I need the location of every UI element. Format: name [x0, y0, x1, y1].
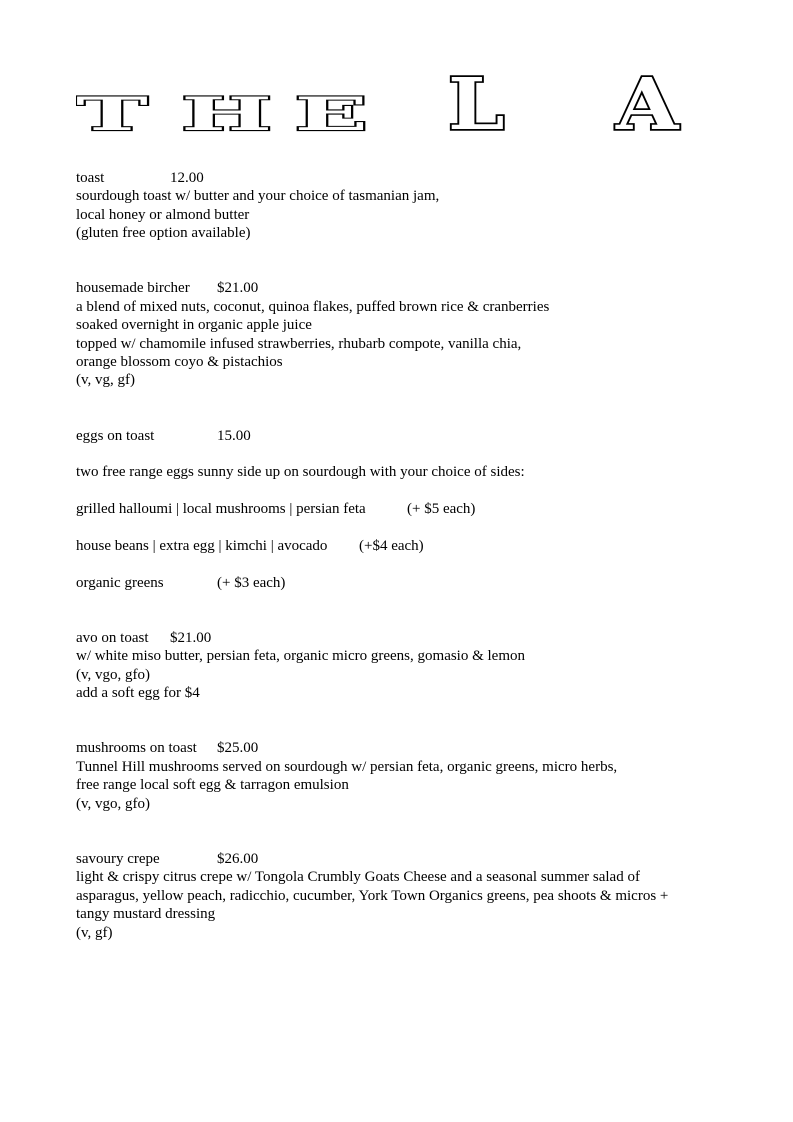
item-dietary-note: (v, vgo, gfo) [76, 666, 151, 683]
item-name: avo on toast [76, 630, 149, 647]
item-header [76, 279, 726, 297]
item-description: orange blossom coyo & pistachios [76, 354, 283, 371]
logo-wordmark [76, 70, 717, 136]
item-header [76, 850, 726, 868]
side-extra-price: (+ $5 each) [407, 501, 476, 518]
item-price: 15.00 [217, 427, 251, 444]
item-description: two free range eggs sunny side up on sourdough with your choice of sides: [76, 464, 525, 481]
spacer [76, 243, 726, 280]
logo-letter-a: A [616, 70, 679, 136]
item-header [76, 169, 726, 187]
item-dietary-note: (v, vgo, gfo) [76, 795, 151, 812]
spacer [76, 592, 726, 629]
side-options: house beans | extra egg | kimchi | avocado [76, 538, 328, 555]
spacer [76, 390, 726, 427]
menu [76, 169, 726, 942]
logo-letter-l: L [448, 70, 505, 136]
item-description: w/ white miso butter, persian feta, organic micro greens, gomasio & lemon [76, 648, 526, 665]
item-price: 12.00 [170, 170, 204, 186]
item-dietary-note: (gluten free option available) [76, 225, 251, 242]
item-description: soaked overnight in organic apple juice [76, 317, 312, 334]
item-description: free range local soft egg & tarragon emulsion [76, 777, 349, 794]
item-description: light & crispy citrus crepe w/ Tongola Crumbly Goats Cheese and a seasonal summer salad of [76, 869, 640, 886]
side-options: organic greens [76, 574, 164, 591]
item-name: toast [76, 170, 105, 186]
side-option-row [76, 500, 726, 518]
item-name: mushrooms on toast [76, 740, 197, 757]
side-options: grilled halloumi | local mushrooms | persian feta [76, 501, 366, 518]
item-description: topped w/ chamomile infused strawberries, rhubarb compote, vanilla chia, [76, 335, 522, 352]
side-extra-price: (+ $3 each) [217, 574, 286, 591]
menu-item-eggs-on-toast [76, 427, 726, 593]
item-name: savoury crepe [76, 850, 160, 867]
item-description: Tunnel Hill mushrooms served on sourdough w/ persian feta, organic greens, micro herbs, [76, 758, 618, 775]
menu-item-savoury-crepe [76, 850, 726, 942]
item-add-on: add a soft egg for $4 [76, 685, 200, 702]
item-price: $26.00 [217, 850, 259, 867]
item-price: $21.00 [217, 280, 259, 297]
item-description: sourdough toast w/ butter and your choice of tasmanian jam, [76, 188, 440, 205]
item-header [76, 427, 726, 445]
item-header [76, 629, 726, 647]
side-extra-price: (+$4 each) [359, 538, 424, 555]
item-dietary-note: (v, gf) [76, 924, 113, 941]
logo-banner [76, 70, 717, 136]
logo-letter-h: H [181, 86, 273, 136]
item-description: asparagus, yellow peach, radicchio, cucumber, York Town Organics greens, pea shoots & micros + [76, 887, 669, 904]
item-name: eggs on toast [76, 427, 155, 444]
item-price: $25.00 [217, 740, 259, 757]
item-description: tangy mustard dressing [76, 906, 216, 923]
menu-item-bircher [76, 279, 726, 389]
item-description: local honey or almond butter [76, 206, 250, 223]
item-name: housemade bircher [76, 280, 190, 297]
menu-item-toast [76, 169, 726, 243]
logo-letter-t: T [76, 86, 148, 136]
item-description: a blend of mixed nuts, coconut, quinoa flakes, puffed brown rice & cranberries [76, 298, 550, 315]
logo-letter-e: E [294, 86, 369, 136]
spacer [76, 482, 726, 500]
spacer [76, 555, 726, 573]
spacer [76, 519, 726, 537]
side-option-row [76, 574, 726, 592]
item-price: $21.00 [170, 630, 212, 647]
spacer [76, 813, 726, 850]
menu-item-mushrooms-on-toast [76, 739, 726, 813]
side-option-row [76, 537, 726, 555]
spacer [76, 703, 726, 740]
item-dietary-note: (v, vg, gf) [76, 372, 136, 389]
spacer [76, 445, 726, 463]
item-header [76, 739, 726, 757]
menu-item-avo-on-toast [76, 629, 726, 703]
